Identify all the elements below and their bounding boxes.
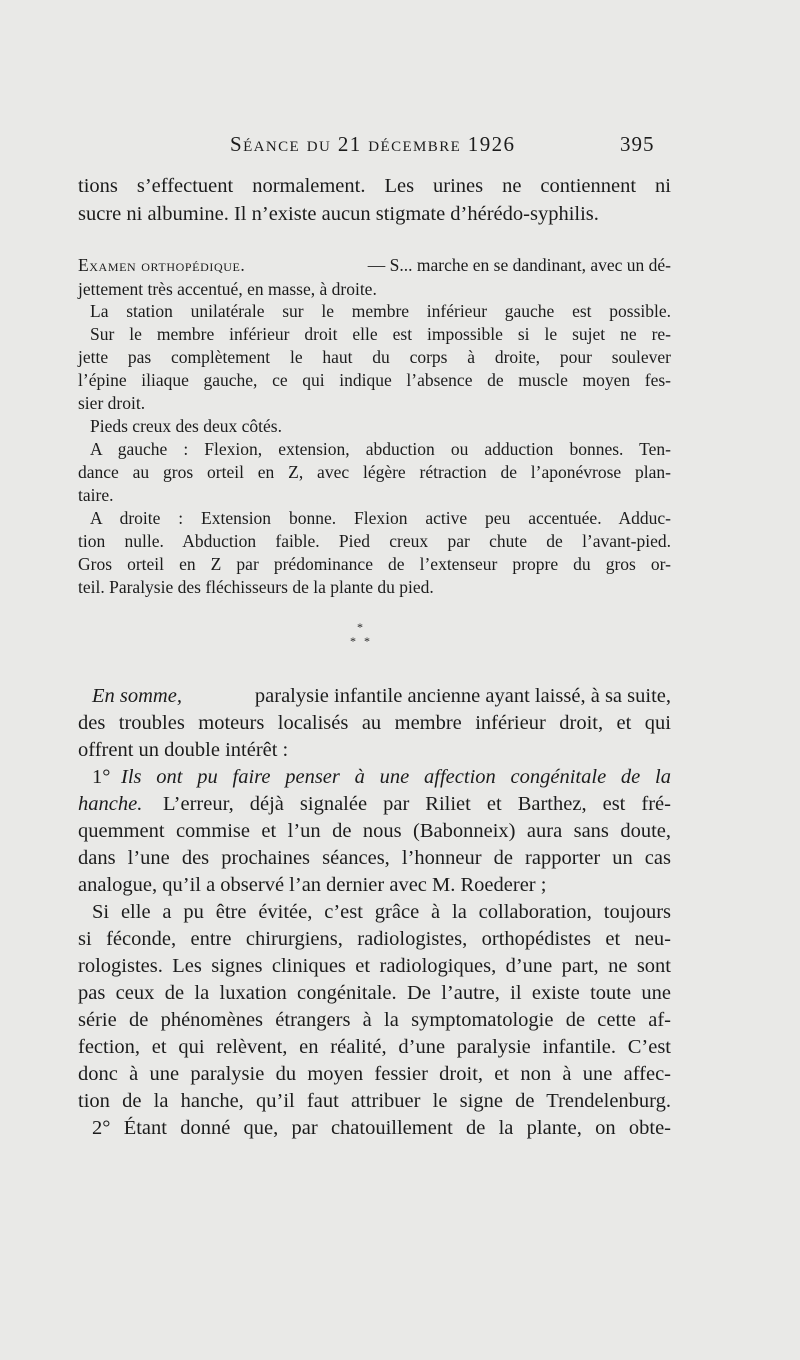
italic-phrase: Ils ont pu faire penser à une affection congénitale de la — [121, 766, 671, 788]
text-segment: — S... marche en se dandinant, avec un dé- — [367, 255, 671, 275]
text-line: tion nulle. Abduction faible. Pied creux par chute de l’avant-pied. — [78, 531, 671, 551]
italic-phrase: En somme, — [92, 685, 182, 707]
asterism-separator — [0, 618, 800, 658]
text-line: dance au gros orteil en Z, avec légère rétraction de l’aponévrose plan- — [78, 462, 671, 482]
text-line: La station unilatérale sur le membre inférieur gauche est possible. — [90, 301, 671, 321]
text-line: teil. Paralysie des fléchisseurs de la plante du pied. — [78, 577, 434, 597]
asterisk: * — [357, 620, 363, 634]
text-line — [92, 685, 671, 708]
text-line: analogue, qu’il a observé l’an dernier avec M. Roederer ; — [78, 874, 547, 896]
italic-phrase: hanche. — [78, 793, 143, 815]
text-line: A gauche : Flexion, extension, abduction ou adduction bonnes. Ten- — [90, 439, 671, 459]
text-segment: L’erreur, déjà signalée par Riliet et Barthez, est fré- — [163, 793, 671, 815]
text-segment: paralysie infantile ancienne ayant laissé, à sa suite, — [254, 685, 671, 707]
text-line: si féconde, entre chirurgiens, radiologistes, orthopédistes et neu- — [78, 928, 671, 950]
asterisk: * — [364, 634, 370, 648]
text-line: rologistes. Les signes cliniques et radiologiques, d’une part, ne sont — [78, 955, 671, 977]
text-line — [78, 793, 671, 816]
text-line — [92, 766, 671, 789]
point-number: 1° — [92, 766, 111, 788]
text-line: jettement très accentué, en masse, à droite. — [78, 279, 377, 299]
text-line: sier droit. — [78, 393, 146, 413]
text-line: dans l’une des prochaines séances, l’honneur de rapporter un cas — [78, 847, 671, 869]
text-line: pas ceux de la luxation congénitale. De l’autre, il existe toute une — [78, 982, 671, 1004]
section-label: Examen orthopédique. — [78, 255, 246, 275]
running-title: Séance du 21 décembre 1926 — [230, 132, 516, 156]
text-line — [78, 255, 671, 276]
text-line: l’épine iliaque gauche, ce qui indique l’absence de muscle moyen fes- — [78, 370, 671, 390]
text-line: Pieds creux des deux côtés. — [90, 416, 282, 436]
text-line: quemment commise et l’un de nous (Babonneix) aura sans doute, — [78, 820, 671, 842]
text-line: taire. — [78, 485, 114, 505]
page-header — [0, 132, 800, 158]
text-line: tions s’effectuent normalement. Les urines ne contiennent ni — [78, 175, 671, 197]
text-line: série de phénomènes étrangers à la symptomatologie de cette af- — [78, 1009, 671, 1031]
text-line: des troubles moteurs localisés au membre inférieur droit, et qui — [78, 712, 671, 734]
text-line: Gros orteil en Z par prédominance de l’extenseur propre du gros or- — [78, 554, 671, 574]
text-line: sucre ni albumine. Il n’existe aucun stigmate d’hérédo-syphilis. — [78, 203, 599, 225]
text-line: A droite : Extension bonne. Flexion active peu accentuée. Adduc- — [90, 508, 671, 528]
text-line: offrent un double intérêt : — [78, 739, 289, 761]
text-line: donc à une paralysie du moyen fessier droit, et non à une affec- — [78, 1063, 671, 1085]
text-line: tion de la hanche, qu’il faut attribuer le signe de Trendelenburg. — [78, 1090, 671, 1112]
text-line: 2° Étant donné que, par chatouillement de la plante, on obte- — [92, 1117, 671, 1139]
text-line: fection, et qui relèvent, en réalité, d’une paralysie infantile. C’est — [78, 1036, 671, 1058]
asterisk: * — [350, 634, 356, 648]
page-number: 395 — [620, 132, 655, 156]
text-line: Sur le membre inférieur droit elle est impossible si le sujet ne re- — [90, 324, 671, 344]
text-line: Si elle a pu être évitée, c’est grâce à la collaboration, toujours — [92, 901, 671, 923]
text-line: jette pas complètement le haut du corps à droite, pour soulever — [78, 347, 671, 367]
